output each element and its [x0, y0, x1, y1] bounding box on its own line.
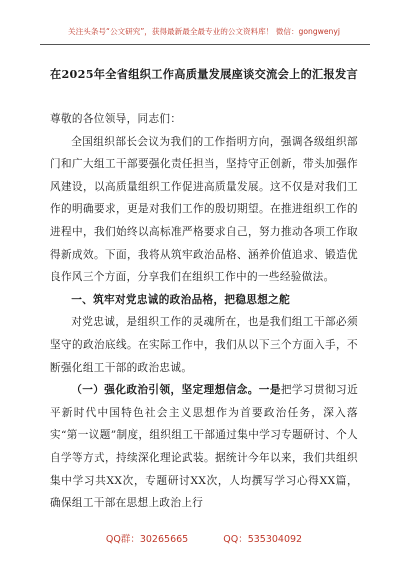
document-title: 在2025年全省组织工作高质量发展座谈交流会上的汇报发言 [49, 67, 359, 81]
point-lead: 一是 [258, 384, 281, 397]
document-body [50, 108, 358, 515]
intro-paragraph: 全国组织部长会议为我们的工作指明方向，强调各级组织部门和广大组工干部要强化责任担当，坚持守正创新，带头加强作风建设，以高质量组织工作促进高质量发展。这不仅是对我们工作的明确要求，更是对我们工作的殷切期望。在推进组织工作的进程中，我们始终以高标准严格要求自己，努力推动各项工作取得新成效。下面，我将从筑牢政治品格、涵养价值追求、锻造优良作风三个方面，分享我们在组织工作中的一些经验做法。 [50, 135, 358, 284]
qq-group: QQ群：30265665 [105, 534, 189, 545]
contact-footer [0, 531, 408, 545]
section-heading-1: 一、筑牢对党忠诚的政治品格，把稳思想之舵 [71, 293, 291, 306]
subsection-1-heading: （一）强化政治引领，坚定理想信念。 [71, 384, 259, 397]
header-divider [40, 44, 370, 45]
section-1-paragraph: 对党忠诚，是组织工作的灵魂所在，也是我们组工干部必须坚守的政治底线。在实际工作中，我们从以下三个方面入手，不断强化组工干部的政治忠诚。 [50, 316, 358, 374]
promo-header: 关注头条号“公文研究”，获得最新最全最专业的公文资料库！ 微信：gongwenyj [68, 27, 340, 36]
subsection-1-text: 把学习贯彻习近平新时代中国特色社会主义思想作为首要政治任务，深入落实“第一议题”制度，组织组工干部通过集中学习专题研讨、个人自学等方式，持续深化理论武装。据统计今年以来，我们共组织集中学习共XX次，专题研讨XX次，人均撰写学习心得XX篇，确保组工干部在思想上政治上行 [50, 384, 359, 510]
qq-contact: QQ：535304092 [223, 534, 303, 545]
subsection-1-paragraph [50, 379, 358, 515]
salutation: 尊敬的各位领导，同志们： [50, 113, 182, 125]
